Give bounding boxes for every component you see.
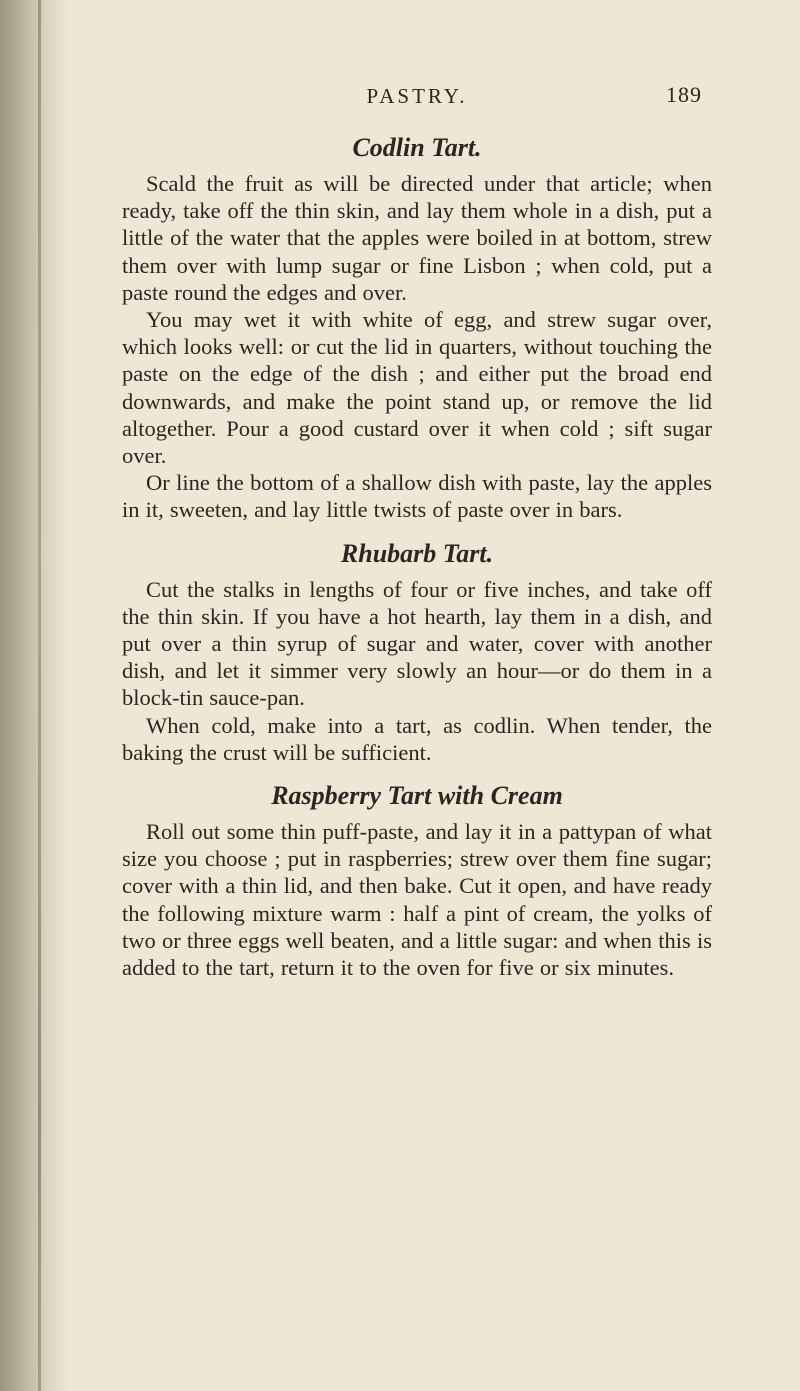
- recipe-paragraph: Or line the bottom of a shallow dish with paste, lay the apples in it, sweeten, and lay little twists of paste over in bars.: [122, 470, 712, 523]
- running-head: [122, 78, 712, 118]
- page-gutter-shadow: [0, 0, 70, 1391]
- recipe-title: Rhubarb Tart.: [340, 538, 494, 568]
- recipe-paragraph: Scald the fruit as will be directed under that article; when ready, take off the thin skin, and lay them whole in a dish, put a little of the water that the apples were boiled in at bottom, strew them over with lump sugar or fine Lisbon ; when cold, put a paste round the edges and over.: [122, 171, 712, 305]
- recipe-paragraph: Roll out some thin puff-paste, and lay it in a pattypan of what size you choose ; put in raspberries; strew over them fine sugar; cover with a thin lid, and then bake. Cut it open, and have ready the following mixture warm : half a pint of cream, the yolks of two or three eggs well beaten, and a little sugar: and when this is added to the tart, return it to the oven for five or six minutes.: [122, 819, 712, 981]
- book-page: [122, 78, 712, 981]
- recipe-paragraph: Cut the stalks in lengths of four or five inches, and take off the thin skin. If you have a hot hearth, lay them in a dish, and put over a thin syrup of sugar and water, cover with another dish, and let it simmer very slowly an hour—or do them in a block-tin sauce-pan.: [122, 576, 712, 711]
- recipe-paragraph: You may wet it with white of egg, and strew sugar over, which looks well: or cut the lid in quarters, without touching the paste on the edge of the dish ; and either put the broad end downwards, and make the point stand up, or remove the lid altogether. Pour a good custard over it when cold ; sift sugar over.: [122, 307, 712, 469]
- recipe-paragraph: When cold, make into a tart, as codlin. When tender, the baking the crust will be sufficient.: [122, 712, 712, 765]
- running-title: PASTRY.: [366, 84, 468, 108]
- binding-edge: [38, 0, 41, 1391]
- recipe-title: Codlin Tart.: [352, 133, 482, 162]
- recipe-raspberry-tart: [122, 780, 712, 981]
- recipe-title: Raspberry Tart with Cream: [271, 781, 563, 811]
- page-number: 189: [666, 82, 702, 107]
- recipe-rhubarb-tart: [122, 538, 712, 766]
- recipe-codlin-tart: [122, 132, 712, 524]
